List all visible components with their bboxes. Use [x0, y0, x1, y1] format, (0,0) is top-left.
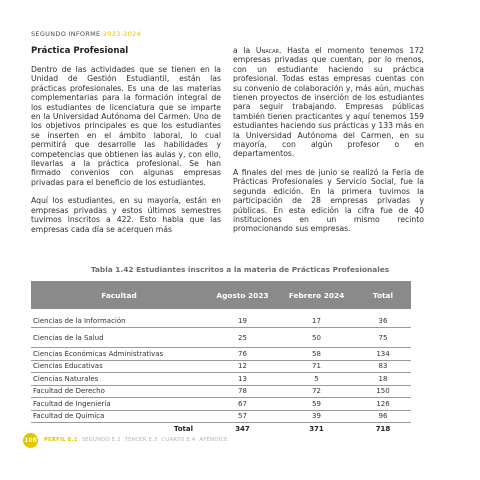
table-header-row	[31, 281, 411, 309]
row-feb: 59	[278, 398, 355, 411]
header-febrero: Febrero 2024	[278, 281, 355, 309]
paragraph-intro: Dentro de las actividades que se tienen en la Unidad de Gestión Estudiantil, están las prácticas profesionales. Es una de las materias complementarias para la formación integral de los estudiantes de licenciatura que se imparte en la Universidad Autónoma del Carmen. Uno de los objetivos principales es que los estudiantes se inserten en el ámbito laboral, lo cual permitirá que desarrolle las habilidades y competencias que obtienen las aulas y, con ello, llevarlas a la práctica profesional. Se han firmado convenios con algunas empresas privadas para el beneficio de los estudiantes.	[31, 65, 221, 187]
row-feb: 39	[278, 410, 355, 423]
section-heading: Práctica Profesional	[31, 46, 129, 56]
row-aug: 67	[207, 398, 278, 411]
nav-link-cuarto[interactable]: CUARTO E.4	[161, 437, 196, 443]
header-year: 2023-2024	[102, 30, 141, 38]
nav-link-tercer[interactable]: TERCER E.3	[124, 437, 158, 443]
page-header	[31, 30, 141, 38]
row-total: 150	[355, 385, 411, 398]
text-fragment: a la	[233, 46, 256, 55]
paragraph-companies	[233, 46, 424, 159]
row-total: 18	[355, 373, 411, 386]
row-faculty: Ciencias de la Información	[31, 315, 207, 328]
row-feb: 58	[278, 348, 355, 361]
row-total: 126	[355, 398, 411, 411]
row-feb: 17	[278, 315, 355, 328]
total-feb: 371	[309, 425, 324, 433]
row-faculty: Ciencias Educativas	[31, 360, 207, 373]
header-title: SEGUNDO INFORME	[31, 30, 101, 38]
header-facultad: Facultad	[31, 281, 207, 309]
row-total: 83	[355, 360, 411, 373]
table-row	[31, 373, 411, 386]
row-faculty: Facultad de Derecho	[31, 385, 207, 398]
row-feb: 5	[278, 373, 355, 386]
table-row	[31, 398, 411, 411]
table-row	[31, 410, 411, 423]
row-aug: 57	[207, 410, 278, 423]
total-sum: 718	[375, 425, 391, 433]
total-label: Total	[173, 425, 193, 433]
table-row	[31, 328, 411, 348]
row-feb: 50	[278, 328, 355, 348]
row-aug: 13	[207, 373, 278, 386]
table-row	[31, 348, 411, 361]
table-row	[31, 385, 411, 398]
nav-link-apendice[interactable]: APÉNDICE	[199, 437, 228, 443]
page-footer	[0, 430, 480, 452]
row-faculty: Ciencias de la Salud	[31, 328, 207, 348]
row-feb: 72	[278, 385, 355, 398]
nav-link-segundo[interactable]: SEGUNDO E.2	[81, 437, 121, 443]
table-caption: Tabla 1.42 Estudiantes inscritos a la materia de Prácticas Profesionales	[90, 265, 390, 274]
paragraph-students: Aquí los estudiantes, en su mayoría, están en empresas privadas y estos últimos semestres tuvimos inscritos a 422. Esto habla que las empresas cada día se acerquen más	[31, 196, 221, 234]
row-aug: 12	[207, 360, 278, 373]
table-row	[31, 360, 411, 373]
row-faculty: Ciencias Naturales	[31, 373, 207, 386]
row-total: 96	[355, 410, 411, 423]
header-agosto: Agosto 2023	[207, 281, 278, 309]
row-aug: 19	[207, 315, 278, 328]
row-feb: 71	[278, 360, 355, 373]
row-total: 36	[355, 315, 411, 328]
page-number-badge: 108	[23, 433, 38, 448]
paragraph-fair: A finales del mes de junio se realizó la Feria de Prácticas Profesionales y Servicio Social, fue la segunda edición. En la primera tuvimos la participación de 28 empresas privadas y públicas. En esta edición la cifra fue de 40 instituciones en un mismo recinto promocionando sus empresas.	[233, 167, 424, 234]
row-aug: 76	[207, 348, 278, 361]
table-row	[31, 315, 411, 328]
students-table	[31, 281, 411, 435]
nav-link-perfil[interactable]: PERFIL E.1	[44, 437, 78, 443]
row-faculty: Ciencias Económicas Administrativas	[31, 348, 207, 361]
right-column	[233, 46, 424, 243]
row-total: 75	[355, 328, 411, 348]
footer-nav	[44, 437, 230, 443]
row-faculty: Facultad de Ingeniería	[31, 398, 207, 411]
header-total: Total	[355, 281, 411, 309]
left-column	[31, 46, 221, 243]
unacar-acronym: Unacar	[255, 46, 279, 55]
total-aug: 347	[235, 425, 250, 433]
row-aug: 25	[207, 328, 278, 348]
row-total: 134	[355, 348, 411, 361]
row-faculty: Facultad de Química	[31, 410, 207, 423]
row-aug: 78	[207, 385, 278, 398]
text-fragment: . Hasta el momento tenemos 172 empresas privadas que cuentan, por lo menos, con un estudiante haciendo su práctica profesional. Todas estas empresas cuentas con su convenio de colaboración y, más aún, muchas tienen proyectos de inserción de los estudiantes para seguir trabajando. Empresas públicas también tienen practicantes y aquí tenemos 159 estudiantes haciendo sus prácticas y 133 más en la Universidad Autónoma del Carmen, en su mayoría, con algún profesor o en departamentos.	[233, 46, 424, 159]
